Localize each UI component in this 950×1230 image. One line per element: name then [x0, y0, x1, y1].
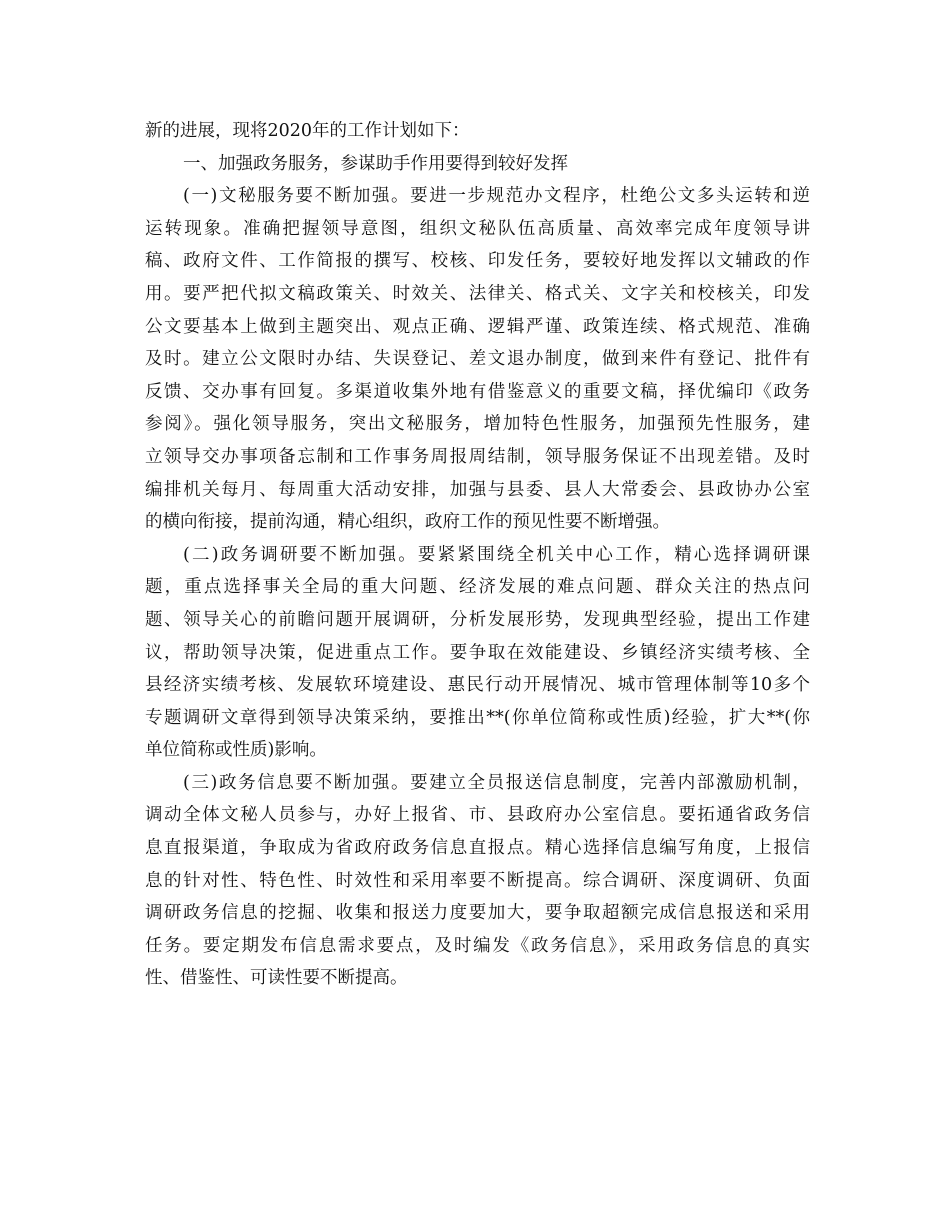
paragraph-line: 及时。建立公文限时办结、失误登记、差文退办制度，做到来件有登记、批件有	[145, 349, 810, 370]
paragraph-line: 息直报渠道，争取成为省政府政务信息直报点。精心选择信息编写角度，上报信	[145, 838, 810, 859]
paragraph-first-line: (三)政务信息要不断加强。要建立全员报送信息制度，完善内部激励机制，	[183, 772, 810, 793]
paragraph-line: 息的针对性、特色性、时效性和采用率要不断提高。综合调研、深度调研、负面	[145, 870, 810, 891]
paragraph-line: 专题调研文章得到领导决策采纳，要推出**(你单位简称或性质)经验，扩大**(你	[145, 707, 810, 728]
paragraph-line: 题、领导关心的前瞻问题开展调研，分析发展形势，发现典型经验，提出工作建	[145, 609, 810, 630]
paragraph-line: 新的进展，现将2020年的工作计划如下：	[145, 121, 470, 141]
paragraph-line: 编排机关每月、每周重大活动安排，加强与县委、县人大常委会、县政协办公室	[145, 479, 810, 500]
paragraph-line: 的横向衔接，提前沟通，精心组织，政府工作的预见性要不断增强。	[145, 512, 670, 533]
paragraph-line: 公文要基本上做到主题突出、观点正确、逻辑严谨、政策连续、格式规范、准确	[145, 316, 810, 337]
paragraph-first-line: (一)文秘服务要不断加强。要进一步规范办文程序，杜绝公文多头运转和逆	[183, 186, 810, 207]
paragraph-line: 调研政务信息的挖掘、收集和报送力度要加大，要争取超额完成信息报送和采用	[145, 903, 810, 924]
paragraph-line: 性、借鉴性、可读性要不断提高。	[145, 968, 408, 989]
paragraph-line: 稿、政府文件、工作简报的撰写、校核、印发任务，要较好地发挥以文辅政的作	[145, 251, 810, 272]
paragraph-line: 题，重点选择事关全局的重大问题、经济发展的难点问题、群众关注的热点问	[145, 577, 810, 598]
paragraph-line: 调动全体文秘人员参与，办好上报省、市、县政府办公室信息。要拓通省政务信	[145, 805, 810, 826]
paragraph-line: 单位简称或性质)影响。	[145, 740, 327, 761]
paragraph-line: 运转现象。准确把握领导意图，组织文秘队伍高质量、高效率完成年度领导讲	[145, 218, 810, 239]
paragraph-first-line: (二)政务调研要不断加强。要紧紧围绕全机关中心工作，精心选择调研课	[183, 544, 810, 565]
paragraph-line: 立领导交办事项备忘制和工作事务周报周结制，领导服务保证不出现差错。及时	[145, 446, 810, 467]
paragraph-line: 县经济实绩考核、发展软环境建设、惠民行动开展情况、城市管理体制等10多个	[145, 675, 810, 696]
paragraph-line: 参阅》。强化领导服务，突出文秘服务，增加特色性服务，加强预先性服务，建	[145, 414, 810, 435]
paragraph-line: 任务。要定期发布信息需求要点，及时编发《政务信息》，采用政务信息的真实	[145, 935, 810, 956]
paragraph-line: 议，帮助领导决策，促进重点工作。要争取在效能建设、乡镇经济实绩考核、全	[145, 642, 810, 663]
paragraph-line: 用。要严把代拟文稿政策关、时效关、法律关、格式关、文字关和校核关，印发	[145, 283, 810, 304]
document-body	[145, 115, 810, 995]
paragraph-first-line: 一、加强政务服务，参谋助手作用要得到较好发挥	[183, 153, 568, 174]
paragraph-line: 反馈、交办事有回复。多渠道收集外地有借鉴意义的重要文稿，择优编印《政务	[145, 381, 810, 402]
